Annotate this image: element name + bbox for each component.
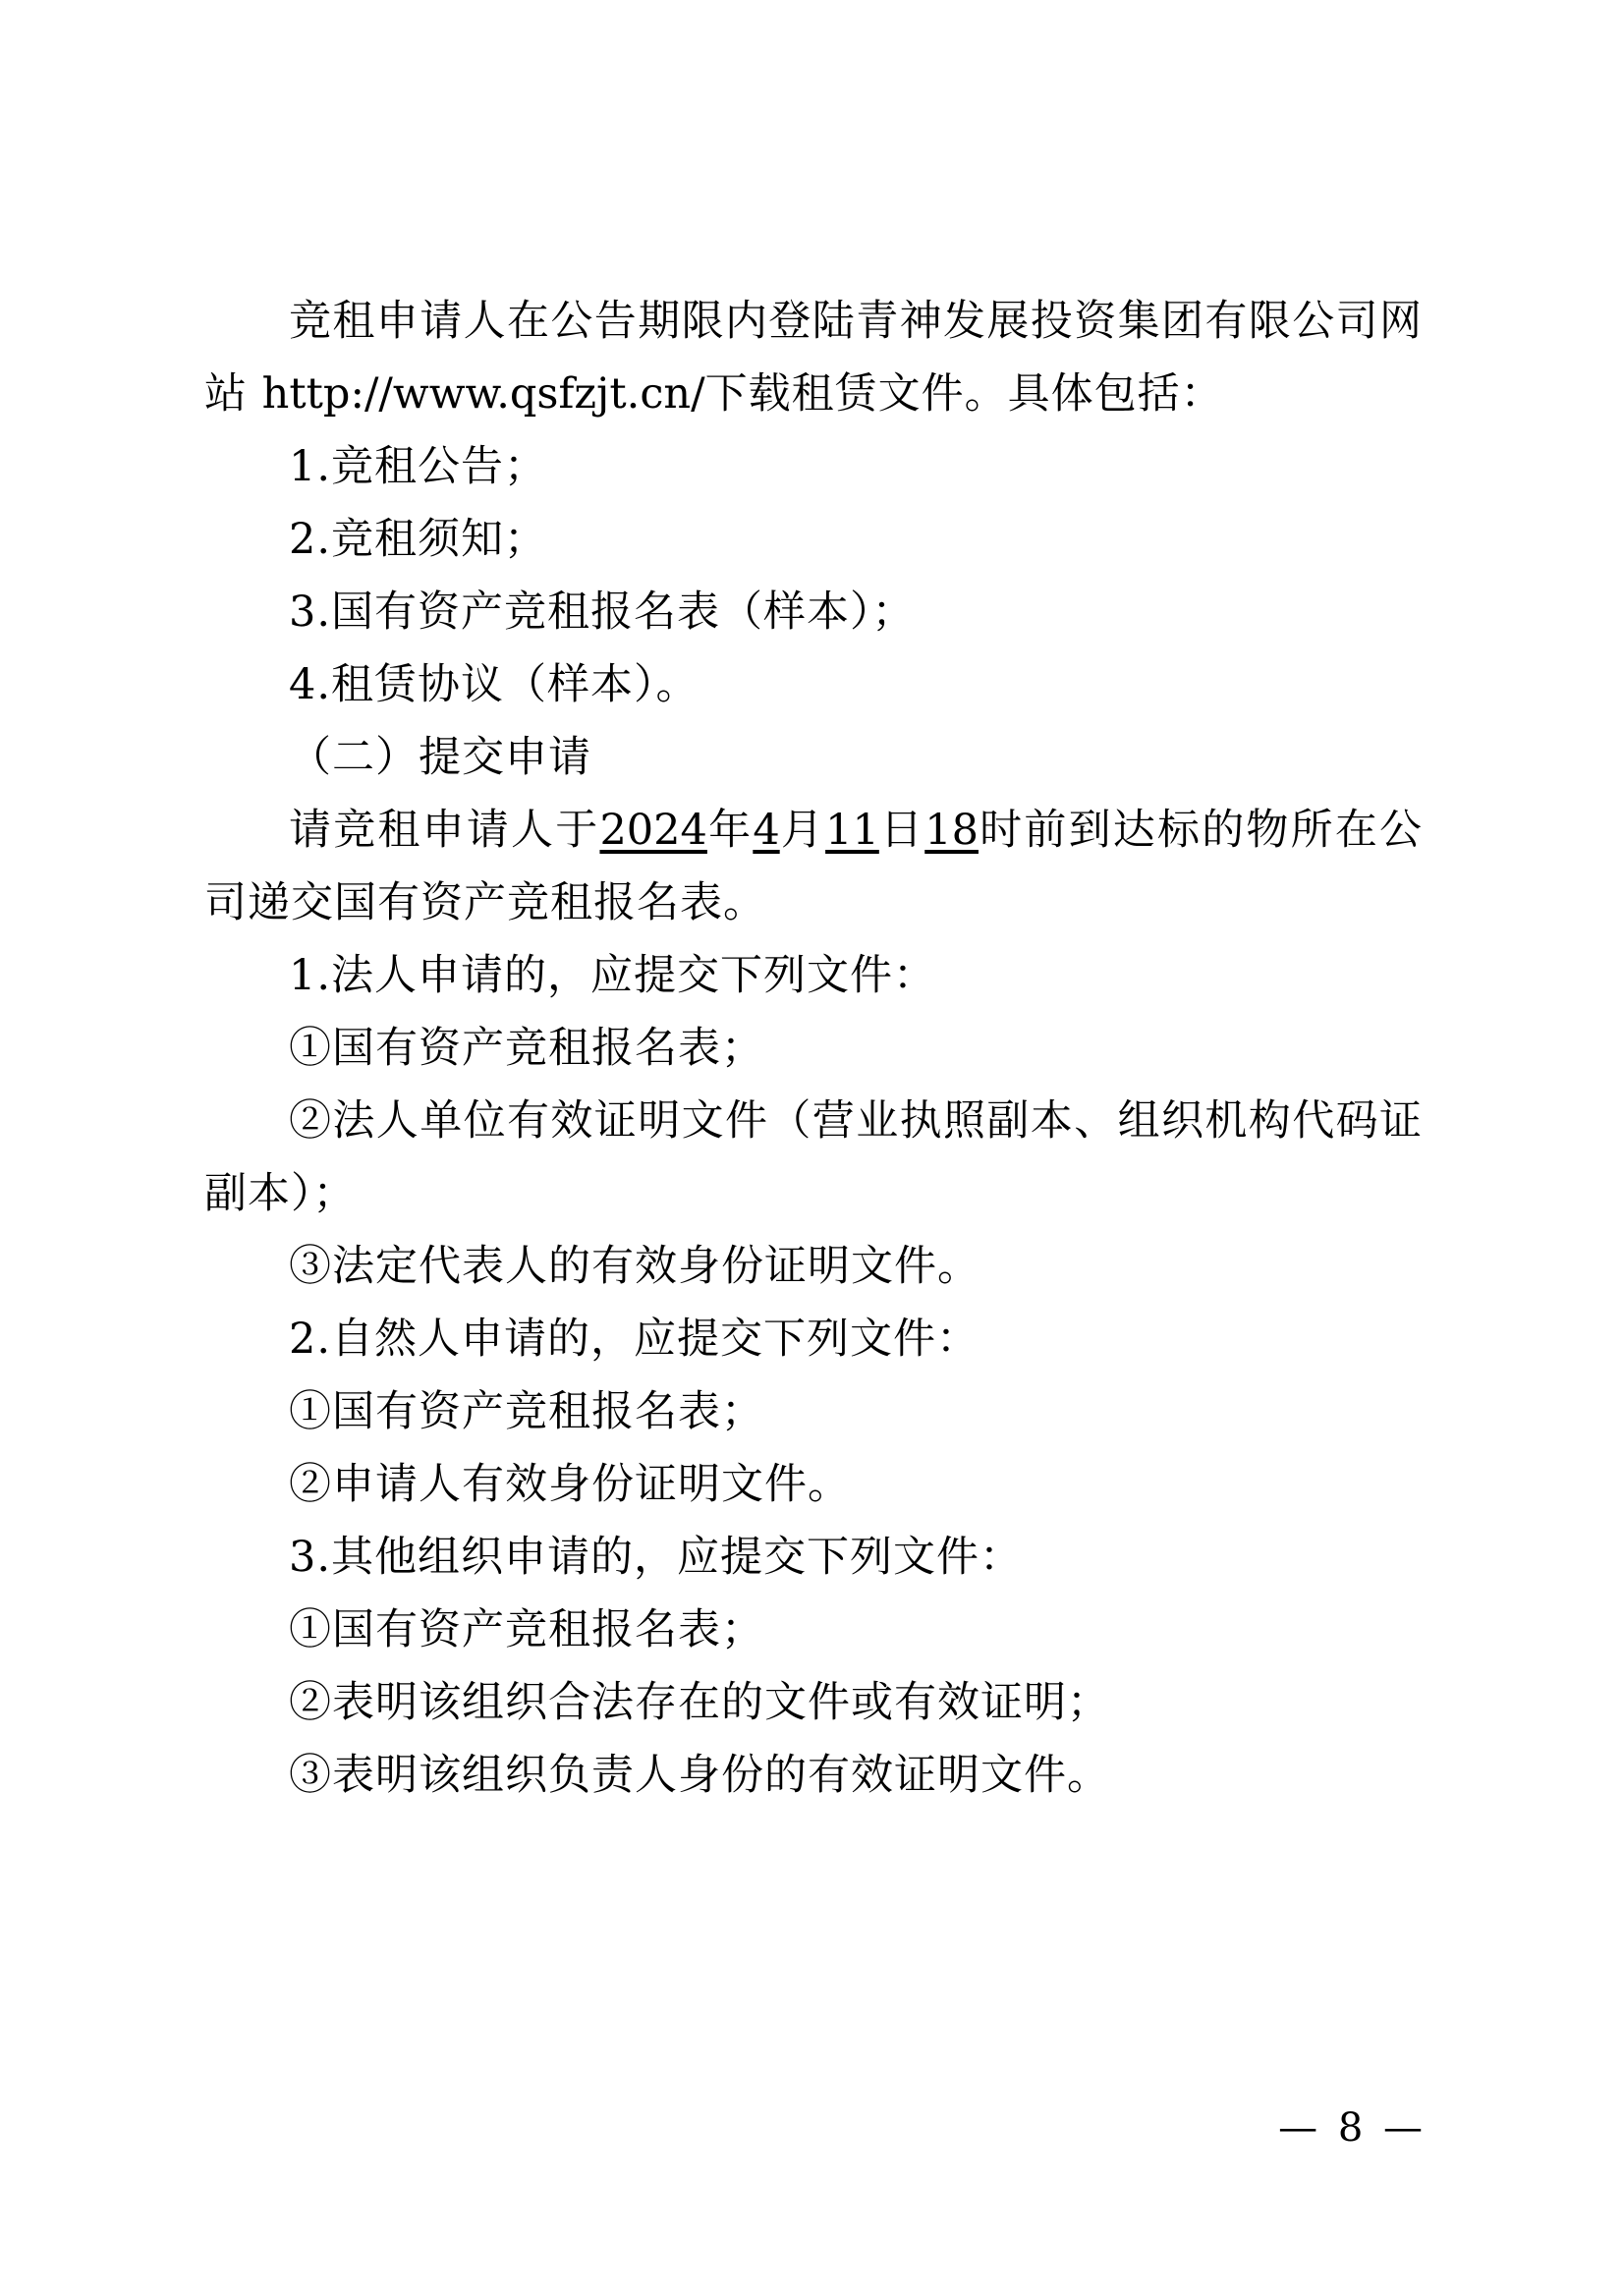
text-run: （二）提交申请: [289, 733, 591, 782]
text-run: 时前到达标的物所在公司递交国有资产竞租报名表。: [204, 806, 1424, 927]
text-run: 2.竞租须知；: [289, 515, 548, 564]
text-run: 请竞租申请人于: [289, 806, 600, 855]
text-run: 18: [924, 806, 979, 855]
text-run: 2.自然人申请的，应提交下列文件：: [289, 1315, 980, 1364]
p-section-2: [204, 721, 1423, 794]
text-run: ①国有资产竞租报名表；: [289, 1605, 764, 1654]
p-legal-3: [204, 1230, 1423, 1303]
text-run: 1.法人申请的，应提交下列文件：: [289, 951, 937, 1000]
text-run: ②法人单位有效证明文件（营业执照副本、组织机构代码证副本）；: [204, 1096, 1423, 1218]
p-item-4: [204, 648, 1423, 721]
text-run: 月: [779, 806, 826, 855]
text-run: 4: [753, 806, 780, 855]
p-other-2: [204, 1666, 1423, 1739]
text-run: ①国有资产竞租报名表；: [289, 1024, 764, 1073]
p-natural-1: [204, 1375, 1423, 1448]
text-run: 竞租申请人在公告期限内登陆青神发展投资集团有限公司网站: [204, 297, 1423, 419]
text-run: 年: [706, 806, 754, 855]
p-other-3: [204, 1739, 1423, 1812]
p-item-3: [204, 576, 1423, 648]
document-body: [204, 285, 1423, 1812]
page-number: — 8 —: [1278, 2105, 1427, 2151]
p-item-1: [204, 430, 1423, 503]
text-run: ②表明该组织合法存在的文件或有效证明；: [289, 1678, 1110, 1727]
text-run: 3.国有资产竞租报名表（样本）；: [289, 588, 916, 637]
p-download: [204, 285, 1423, 430]
p-item-2: [204, 503, 1423, 576]
text-run: http://www.qsfzjt.cn/: [261, 369, 705, 419]
p-natural-person: [204, 1303, 1423, 1375]
p-legal-person: [204, 939, 1423, 1012]
text-run: 日: [878, 806, 925, 855]
text-run: 2024: [599, 806, 707, 855]
p-other-org: [204, 1521, 1423, 1594]
text-run: 4.租赁协议（样本）。: [289, 660, 700, 709]
text-run: 下载租赁文件。具体包括：: [704, 369, 1224, 419]
text-run: ③法定代表人的有效身份证明文件。: [289, 1242, 980, 1291]
p-natural-2: [204, 1448, 1423, 1521]
p-legal-2: [204, 1085, 1423, 1230]
p-deadline: [204, 794, 1423, 939]
text-run: ③表明该组织负责人身份的有效证明文件。: [289, 1751, 1110, 1800]
p-other-1: [204, 1594, 1423, 1666]
text-run: 3.其他组织申请的，应提交下列文件：: [289, 1533, 1024, 1582]
text-run: ②申请人有效身份证明文件。: [289, 1460, 851, 1509]
text-run: 1.竞租公告；: [289, 442, 548, 491]
text-run: 11: [825, 806, 879, 855]
text-run: ①国有资产竞租报名表；: [289, 1387, 764, 1436]
p-legal-1: [204, 1012, 1423, 1085]
